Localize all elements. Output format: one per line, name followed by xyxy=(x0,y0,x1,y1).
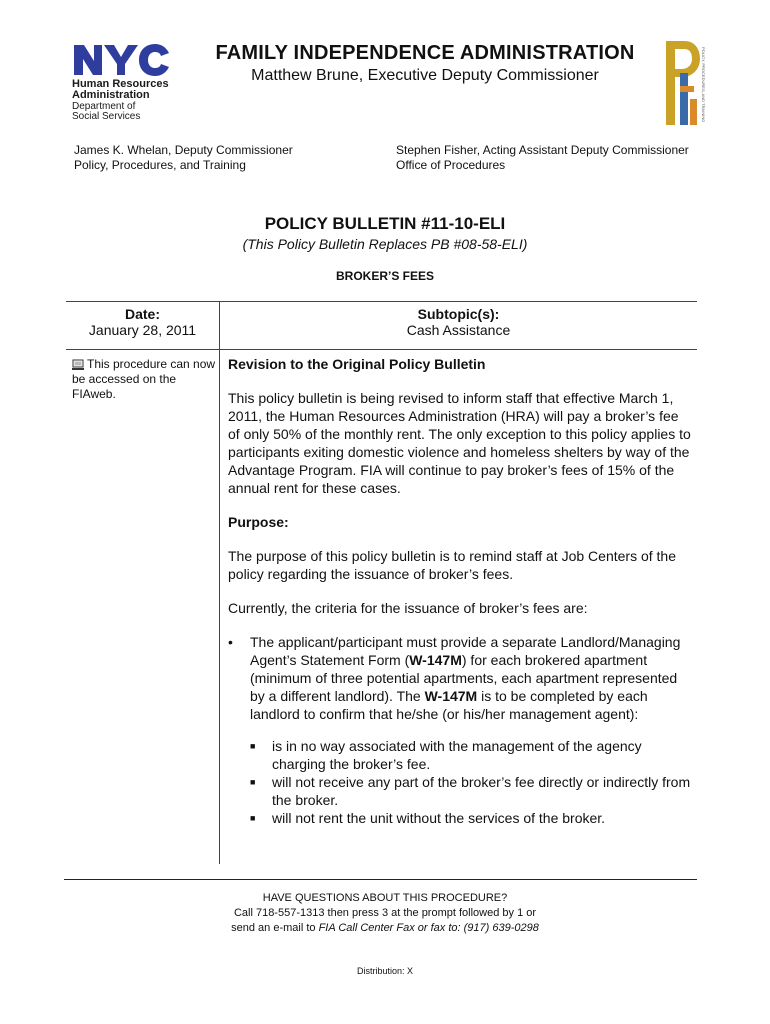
revision-text: This policy bulletin is being revised to inform staff that effective March 1, 2011, the Human Resources Administration (HRA) will pay a broker’s fee of only 50% of the monthly rent. The only exception to this policy applies to participants exiting domestic violence and homeless shelters by way of the Advantage Program. FIA will continue to pay broker’s fees of 15% of the annual rent for these cases. xyxy=(228,390,691,496)
table-column-divider xyxy=(219,302,220,864)
agency-title: FAMILY INDEPENDENCE ADMINISTRATION xyxy=(215,42,635,64)
signatory-right-office: Office of Procedures xyxy=(396,158,506,172)
subtopic-value: Cash Assistance xyxy=(406,322,511,338)
footer-contact xyxy=(0,891,770,936)
computer-icon xyxy=(72,359,84,370)
fiaweb-note xyxy=(72,357,216,402)
bulletin-replaces: (This Policy Bulletin Replaces PB #08-58-ELI) xyxy=(242,236,528,252)
square-bullet-icon: ■ xyxy=(250,777,256,787)
bulletin-topic: BROKER’S FEES xyxy=(335,269,434,283)
footer-question: HAVE QUESTIONS ABOUT THIS PROCEDURE? xyxy=(262,892,508,904)
sub-bullet-text: will not receive any part of the broker’s fee directly or indirectly from the broker. xyxy=(272,774,691,808)
footer-fax-link[interactable]: FIA Call Center Fax or fax to: (917) 639-0298 xyxy=(318,922,539,934)
list-item xyxy=(228,773,694,809)
purpose-text: The purpose of this policy bulletin is to remind staff at Job Centers of the policy regarding the issuance of broker’s fees. xyxy=(228,548,676,582)
footer-rule xyxy=(64,879,697,880)
revision-heading: Revision to the Original Policy Bulletin xyxy=(228,356,486,372)
purpose-heading: Purpose: xyxy=(228,514,289,530)
hra-org-name: Human Resources Administration xyxy=(72,78,169,101)
date-label: Date: xyxy=(124,306,160,322)
signatory-left-name: James K. Whelan, Deputy Commissioner xyxy=(74,143,293,157)
nyc-wordmark-icon xyxy=(72,43,172,77)
hra-logo xyxy=(72,43,182,122)
form-code: W-147M xyxy=(424,688,478,704)
footer-phone: Call 718-557-1313 then press 3 at the prompt followed by 1 or xyxy=(233,907,537,919)
signatory-right-name: Stephen Fisher, Acting Assistant Deputy Commissioner xyxy=(396,143,689,157)
form-code: W-147M xyxy=(409,652,462,668)
signatory-left-office: Policy, Procedures, and Training xyxy=(74,158,246,172)
criteria-intro: Currently, the criteria for the issuance of broker’s fees are: xyxy=(228,600,588,616)
square-bullet-icon: ■ xyxy=(250,741,256,751)
list-item xyxy=(228,809,694,827)
pfi-vertical-text: POLICY, PROCEDURES, AND TRAINING xyxy=(701,47,706,123)
distribution: Distribution: X xyxy=(356,966,414,976)
fiaweb-note-text: This procedure can now be accessed on the FIAweb. xyxy=(72,357,216,401)
sub-bullet-text: will not rent the unit without the services of the broker. xyxy=(272,810,606,826)
criteria-sub-list xyxy=(228,737,694,827)
table-rule-mid xyxy=(66,349,697,350)
table-rule-top xyxy=(66,301,697,302)
sub-bullet-text: is in no way associated with the management of the agency charging the broker’s fee. xyxy=(272,738,642,772)
square-bullet-icon: ■ xyxy=(250,813,256,823)
criteria-bullet-text: The applicant/participant must provide a separate Landlord/Managing Agent’s Statement Form (W-147M) for each brokered apartment (minimum of three potential apartments, each apartment represented by a different landlord). The W-147M is to be completed by each landlord to confirm that he/she (or his/her management agent): xyxy=(250,634,681,722)
hra-dept-name: Department of Social Services xyxy=(72,101,141,122)
date-value: January 28, 2011 xyxy=(88,322,197,338)
bulletin-title: POLICY BULLETIN #11-10-ELI xyxy=(264,214,506,233)
list-item xyxy=(228,737,694,773)
subtopic-label: Subtopic(s): xyxy=(417,306,500,322)
bullet-dot-icon: • xyxy=(228,634,233,650)
footer-email: send an e-mail to FIA Call Center Fax or fax to: (917) 639-0298 xyxy=(231,922,539,934)
bulletin-body xyxy=(228,355,694,827)
signatory-left xyxy=(74,143,293,173)
agency-commissioner: Matthew Brune, Executive Deputy Commissioner xyxy=(251,67,599,84)
pfi-logo-icon xyxy=(664,43,704,127)
list-item xyxy=(228,633,694,723)
signatory-right xyxy=(396,143,689,173)
